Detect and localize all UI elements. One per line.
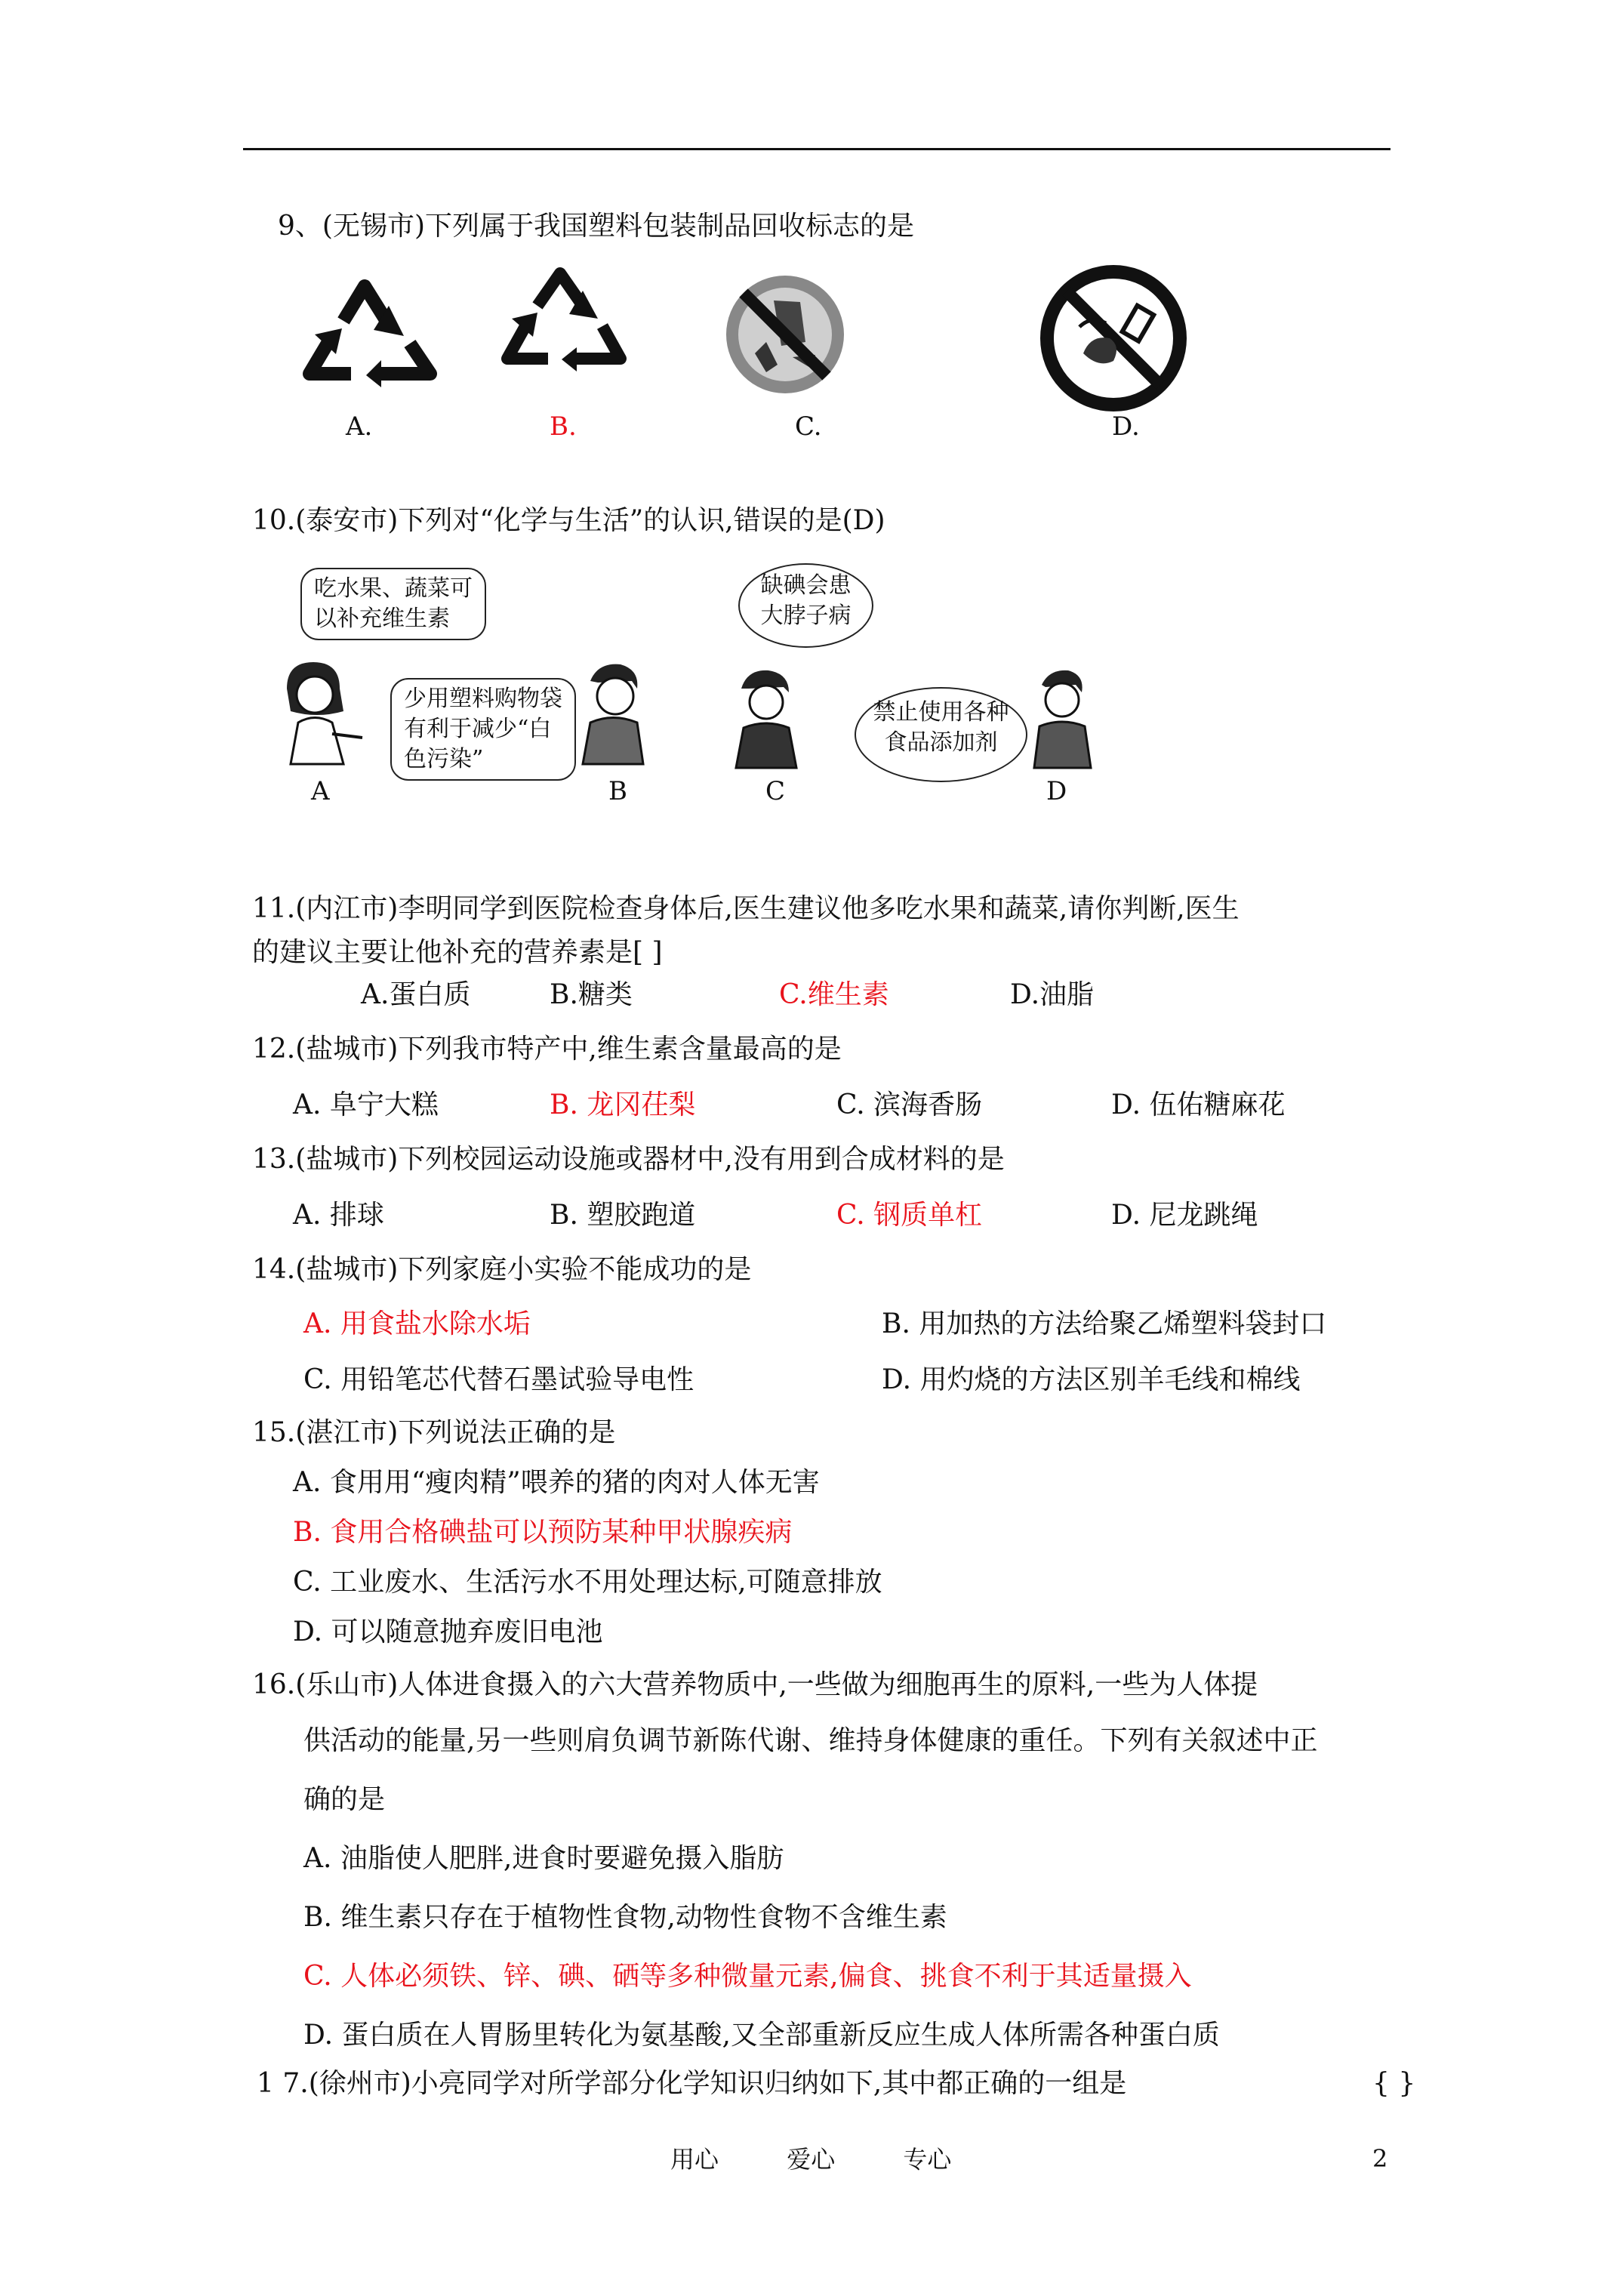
q10-label-b: B (608, 776, 627, 806)
q16-option-c: C. 人体必须铁、锌、碘、硒等多种微量元素,偏食、挑食不利于其适量摄入 (303, 1961, 1192, 1992)
q9-stem: 9、(无锡市)下列属于我国塑料包装制品回收标志的是 (278, 211, 914, 242)
q11-option-b: B.糖类 (550, 979, 633, 1010)
q16-option-d: D. 蛋白质在人胃肠里转化为氨基酸,又全部重新反应生成人体所需各种蛋白质 (303, 2020, 1220, 2051)
q12-option-c: C. 滨海香肠 (836, 1089, 983, 1120)
no-littering-icon (721, 270, 849, 399)
q11-option-c: C.维生素 (779, 979, 889, 1010)
footer-word-2: 爱心 (787, 2145, 836, 2174)
q15-option-c: C. 工业废水、生活污水不用处理达标,可随意排放 (293, 1567, 882, 1598)
q13-option-d: D. 尼龙跳绳 (1111, 1200, 1258, 1231)
q16-option-b: B. 维生素只存在于植物性食物,动物性食物不含维生素 (303, 1902, 947, 1933)
girl-figure-icon (272, 658, 370, 772)
q10-stem: 10.(泰安市)下列对“化学与生活”的认识,错误的是(D) (252, 505, 885, 536)
q13-option-b: B. 塑胶跑道 (550, 1200, 696, 1231)
q13-option-c: C. 钢质单杠 (836, 1200, 983, 1231)
q12-option-b: B. 龙冈茌梨 (550, 1089, 696, 1120)
q12-stem: 12.(盐城市)下列我市特产中,维生素含量最高的是 (252, 1034, 842, 1065)
q17-answer-bracket: { } (1372, 2068, 1416, 2099)
q12-option-a: A. 阜宁大糕 (293, 1089, 439, 1120)
q14-option-d: D. 用灼烧的方法区别羊毛线和棉线 (882, 1364, 1301, 1395)
q10-label-c: C (765, 776, 786, 806)
q16-stem-line3: 确的是 (303, 1784, 386, 1815)
q11-option-d: D.油脂 (1010, 979, 1095, 1010)
q11-stem-line2: 的建议主要让他补充的营养素是[ ] (252, 937, 663, 968)
speech-bubble-b: 少用塑料购物袋 有利于减少“白 色污染” (390, 678, 576, 781)
footer-word-3: 专心 (903, 2145, 952, 2174)
header-rule (243, 148, 1390, 150)
q10-label-a: A (311, 776, 330, 806)
footer-word-1: 用心 (670, 2145, 719, 2174)
q11-stem-line1: 11.(内江市)李明同学到医院检查身体后,医生建议他多吃水果和蔬菜,请你判断,医生 (252, 893, 1240, 924)
q14-option-a: A. 用食盐水除水垢 (303, 1308, 531, 1339)
q12-option-d: D. 伍佑糖麻花 (1111, 1089, 1286, 1120)
recycle-icon-b (498, 264, 630, 378)
speech-cloud-d: 禁止使用各种 食品添加剂 (855, 687, 1027, 782)
q14-option-c: C. 用铅笔芯代替石墨试验导电性 (303, 1364, 694, 1395)
q13-stem: 13.(盐城市)下列校园运动设施或器材中,没有用到合成材料的是 (252, 1144, 1005, 1175)
boy-figure-icon (568, 658, 658, 772)
q14-stem: 14.(盐城市)下列家庭小实验不能成功的是 (252, 1254, 752, 1285)
recycle-icon-a (298, 276, 442, 393)
q11-option-a: A.蛋白质 (361, 979, 471, 1010)
speaker-figure-icon (1023, 666, 1098, 772)
q15-option-a: A. 食用用“瘦肉精”喂养的猪的肉对人体无害 (293, 1467, 820, 1498)
no-smoking-icon (1038, 263, 1189, 414)
speech-bubble-a: 吃水果、蔬菜可 以补充维生素 (300, 568, 486, 640)
q9-label-c: C. (795, 411, 822, 442)
q10-label-d: D (1046, 776, 1067, 806)
page-footer (670, 2144, 1012, 2174)
man-figure-icon (725, 666, 808, 772)
q16-option-a: A. 油脂使人肥胖,进食时要避免摄入脂肪 (303, 1843, 784, 1874)
q16-stem-line1: 16.(乐山市)人体进食摄入的六大营养物质中,一些做为细胞再生的原料,一些为人体提 (252, 1669, 1258, 1700)
q9-label-a: A. (346, 411, 373, 442)
q17-stem: 1 7.(徐州市)小亮同学对所学部分化学知识归纳如下,其中都正确的一组是 (257, 2068, 1127, 2099)
thought-cloud-c: 缺碘会患 大脖子病 (738, 563, 873, 648)
q15-option-b: B. 食用合格碘盐可以预防某种甲状腺疾病 (293, 1517, 793, 1548)
q16-stem-line2: 供活动的能量,另一些则肩负调节新陈代谢、维持身体健康的重任。下列有关叙述中正 (303, 1725, 1318, 1756)
page-number: 2 (1372, 2144, 1388, 2173)
q9-label-d: D. (1112, 411, 1140, 442)
q14-option-b: B. 用加热的方法给聚乙烯塑料袋封口 (882, 1308, 1327, 1339)
q9-label-b: B. (550, 411, 577, 442)
q15-option-d: D. 可以随意抛弃废旧电池 (293, 1616, 603, 1647)
q13-option-a: A. 排球 (293, 1200, 384, 1231)
q15-stem: 15.(湛江市)下列说法正确的是 (252, 1417, 616, 1448)
